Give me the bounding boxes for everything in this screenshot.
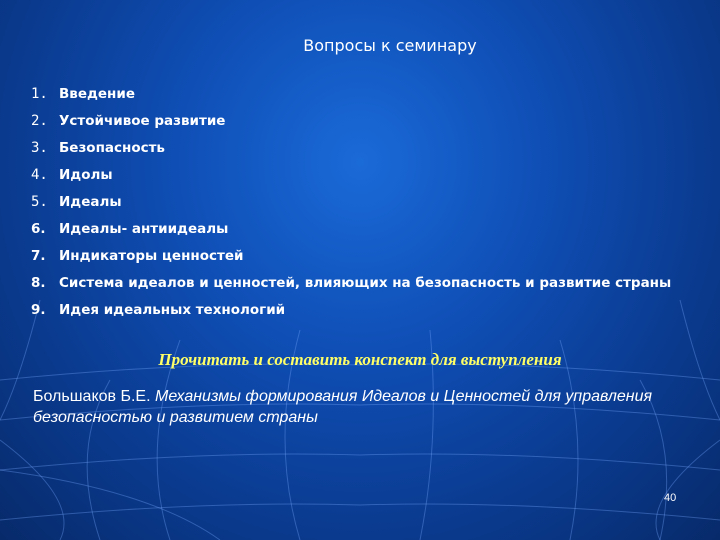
list-item bbox=[31, 194, 122, 210]
list-item bbox=[31, 275, 671, 291]
list-item bbox=[31, 248, 243, 264]
reference-author: Большаков Б.Е. bbox=[33, 388, 151, 405]
reference-title: Механизмы формирования Идеалов и Ценностей для управления безопасностью и развитием страны bbox=[33, 388, 653, 426]
item-number: 6. bbox=[31, 221, 46, 237]
item-number: 4. bbox=[31, 167, 48, 183]
item-text: Идея идеальных технологий bbox=[59, 302, 286, 318]
list-item bbox=[31, 113, 225, 129]
list-item bbox=[31, 221, 228, 237]
item-text: Индикаторы ценностей bbox=[59, 248, 244, 264]
item-text: Идолы bbox=[59, 167, 113, 183]
item-text: Идеалы bbox=[59, 194, 122, 210]
item-text: Устойчивое развитие bbox=[59, 113, 226, 129]
reference bbox=[33, 386, 673, 428]
list-item bbox=[31, 140, 165, 156]
item-number: 7. bbox=[31, 248, 46, 264]
item-text: Идеалы- антиидеалы bbox=[59, 221, 229, 237]
item-number: 1. bbox=[31, 86, 48, 102]
item-text: Введение bbox=[59, 86, 135, 102]
list-item bbox=[31, 86, 135, 102]
item-number: 8. bbox=[31, 275, 46, 291]
item-number: 9. bbox=[31, 302, 46, 318]
task-instruction: Прочитать и составить конспект для выступления bbox=[158, 350, 562, 369]
item-text: Безопасность bbox=[59, 140, 165, 156]
slide-title: Вопросы к семинару bbox=[303, 36, 477, 55]
item-text: Система идеалов и ценностей, влияющих на безопасность и развитие страны bbox=[59, 275, 672, 291]
page-number: 40 bbox=[664, 492, 677, 504]
item-number: 5. bbox=[31, 194, 48, 210]
item-number: 2. bbox=[31, 113, 48, 129]
list-item bbox=[31, 302, 285, 318]
list-item bbox=[31, 167, 113, 183]
item-number: 3. bbox=[31, 140, 48, 156]
